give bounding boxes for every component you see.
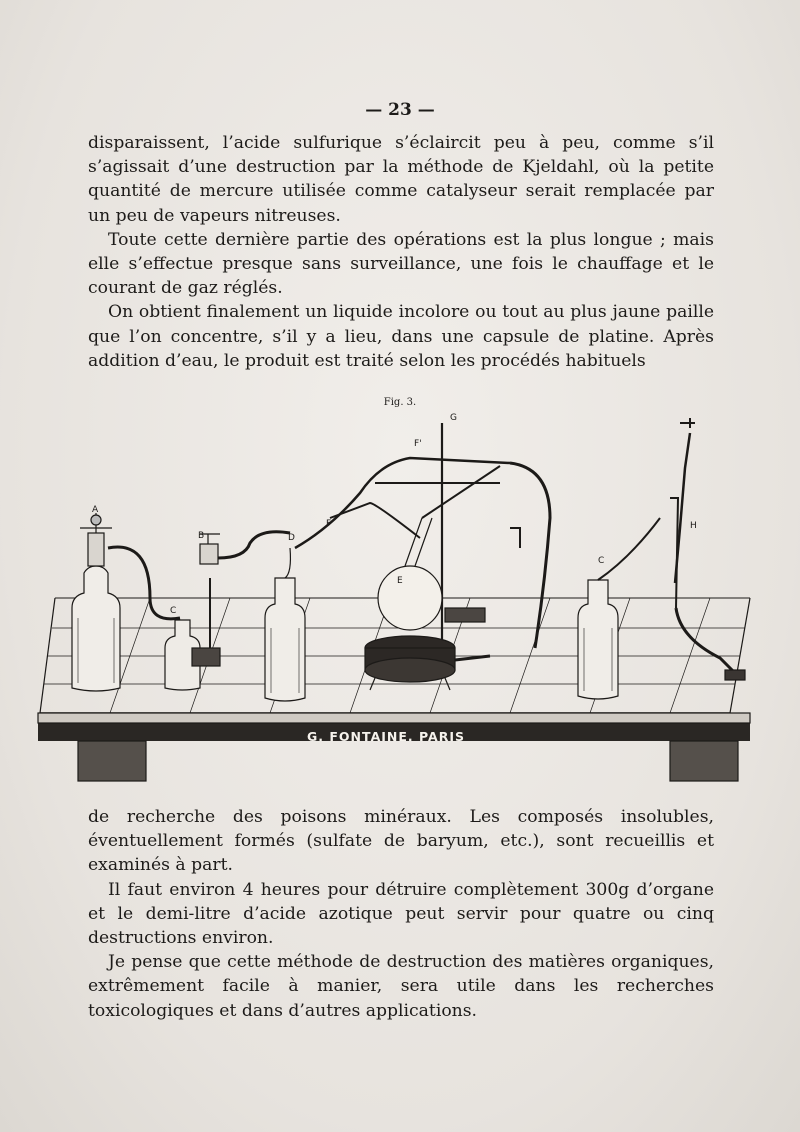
figure-label-h: H	[690, 521, 697, 531]
paragraph: Il faut environ 4 heures pour détruire complètement 300g d’organe et le demi-litre d’acide azotique peut servir pour quatre ou cinq destructions environ.	[88, 879, 714, 949]
figure-label-e: E	[397, 576, 403, 586]
text-block-top	[88, 131, 714, 373]
paragraph: Je pense que cette méthode de destruction des matières organiques, extrêmement facile à manier, sera utile dans les recherches toxicologiques et dans d’autres applications.	[88, 952, 714, 1021]
figure-label-g: G	[450, 413, 457, 423]
paragraph: de recherche des poisons minéraux. Les composés insolubles, éventuellement formés (sulfate de baryum, etc.), sont recueillis et examinés à part.	[88, 807, 714, 876]
figure-label-c-right: C	[598, 556, 605, 566]
figure-label-b: B	[198, 531, 205, 541]
paragraph: Toute cette dernière partie des opérations est la plus longue ; mais elle s’effectue presque sans surveillance, une fois le chauffage et le courant de gaz réglés.	[88, 229, 714, 299]
figure-caption: Fig. 3.	[383, 397, 417, 408]
figure-label-c-left: C	[170, 606, 177, 616]
paragraph: On obtient finalement un liquide incolore ou tout au plus jaune paille que l’on concentre, s’il y a lieu, dans une capsule de platine. Après addition d’eau, le produit est traité selon les procédés habituels	[88, 302, 714, 371]
page-number: — 23 —	[365, 100, 435, 120]
figure-label-a: A	[92, 505, 99, 515]
paragraph: disparaissent, l’acide sulfurique s’éclaircit peu à peu, comme s’il s’agissait d’une destruction par la méthode de Kjeldahl, où la petite quantité de mercure utilisée comme catalyseur serait remplacée par un peu de vapeurs nitreuses.	[88, 133, 714, 226]
figure-label-f: F	[326, 519, 332, 529]
text-block-bottom	[88, 805, 714, 1023]
engraver-signature: G. FONTAINE. PARIS	[307, 729, 465, 744]
figure-label-f-prime: F'	[414, 439, 422, 449]
figure-label-d: D	[288, 533, 295, 543]
